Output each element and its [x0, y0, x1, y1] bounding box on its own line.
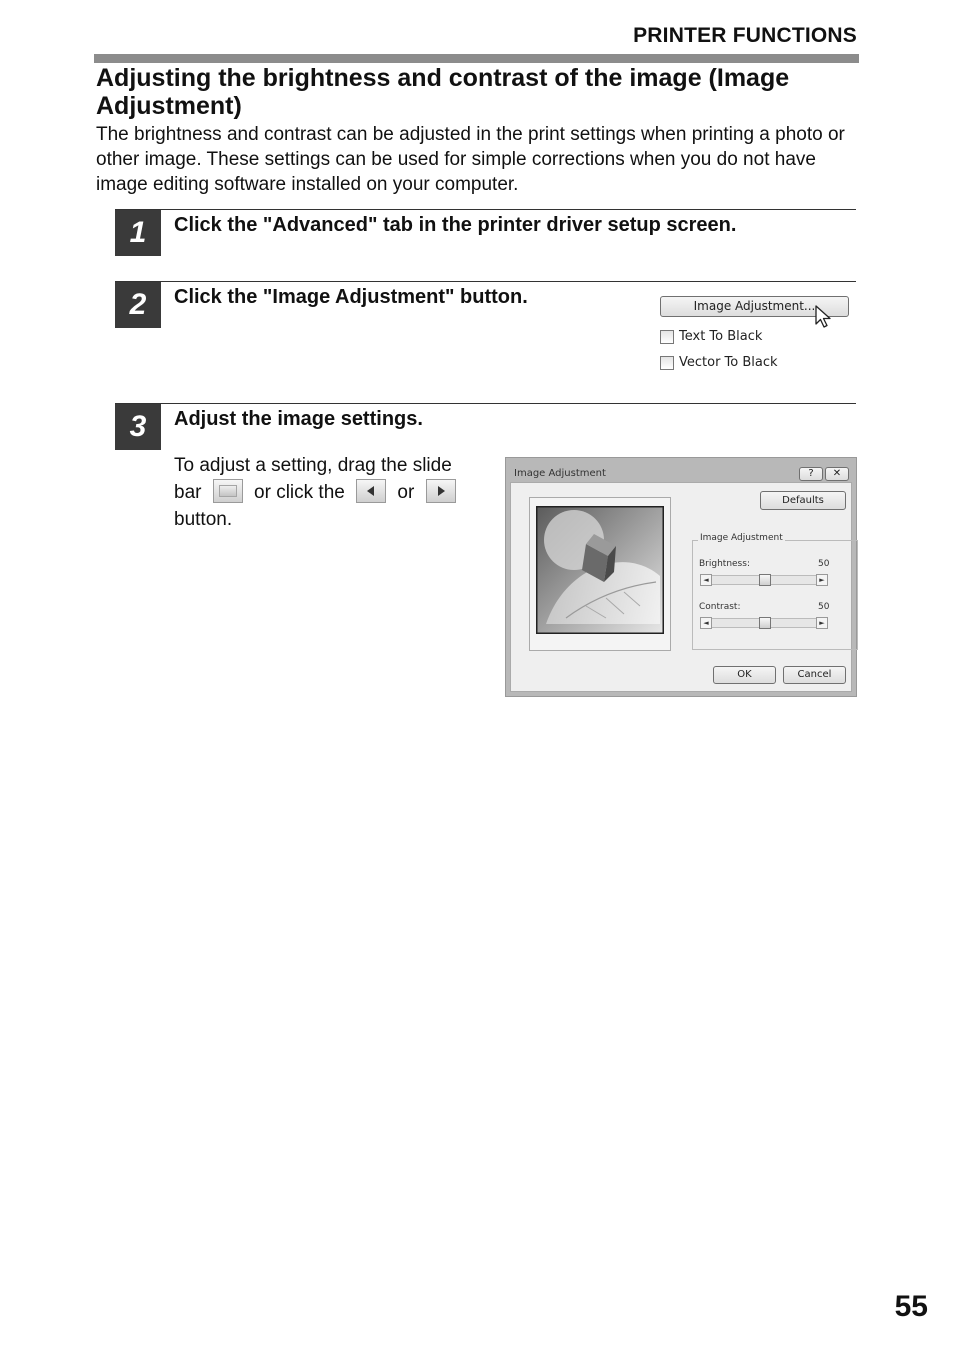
group-label: Image Adjustment — [700, 533, 783, 543]
contrast-slider-thumb[interactable] — [759, 617, 771, 629]
right-arrow-button-icon — [426, 479, 456, 503]
header-rule — [94, 54, 859, 63]
close-button[interactable]: ✕ — [825, 467, 849, 481]
instruction-part-2: or click the — [254, 482, 345, 503]
instruction-part-4: button. — [174, 509, 233, 530]
brightness-label: Brightness: — [699, 559, 750, 569]
step-3-rule — [115, 403, 856, 404]
contrast-label: Contrast: — [699, 602, 741, 612]
slide-bar-thumb-icon — [213, 479, 243, 503]
image-adjustment-group — [692, 533, 858, 650]
help-button[interactable]: ? — [799, 467, 823, 481]
step-1-text: Click the "Advanced" tab in the printer driver setup screen. — [174, 214, 737, 236]
image-adjustment-button[interactable]: Image Adjustment... — [660, 296, 849, 317]
dialog-body — [510, 482, 852, 692]
step-3-text: Adjust the image settings. — [174, 408, 423, 430]
contrast-value: 50 — [818, 602, 830, 612]
defaults-button[interactable]: Defaults — [760, 491, 846, 510]
section-header: PRINTER FUNCTIONS — [633, 24, 857, 47]
image-adjustment-dialog — [505, 457, 857, 697]
left-arrow-button-icon — [356, 479, 386, 503]
brightness-left-arrow[interactable]: ◄ — [700, 574, 712, 586]
vector-to-black-checkbox[interactable] — [660, 356, 674, 370]
step-2-number: 2 — [115, 282, 161, 328]
contrast-left-arrow[interactable]: ◄ — [700, 617, 712, 629]
text-to-black-checkbox[interactable] — [660, 330, 674, 344]
preview-image — [536, 506, 664, 634]
step-2-rule — [115, 281, 856, 282]
cancel-button[interactable]: Cancel — [783, 666, 846, 684]
instruction-part-1: To adjust a setting, drag the slide bar — [174, 455, 452, 503]
ok-button[interactable]: OK — [713, 666, 776, 684]
preview-panel — [529, 497, 671, 651]
step-1-number: 1 — [115, 210, 161, 256]
contrast-right-arrow[interactable]: ► — [816, 617, 828, 629]
brightness-value: 50 — [818, 559, 830, 569]
dialog-title: Image Adjustment — [514, 468, 606, 479]
page-number: 55 — [894, 1290, 928, 1323]
text-to-black-label: Text To Black — [679, 329, 763, 344]
mouse-cursor-icon — [814, 304, 834, 330]
intro-paragraph: The brightness and contrast can be adjusted in the print settings when printing a photo or other image. These settings can be used for simple corrections when you do not have image editing software installed on your computer. — [96, 124, 845, 195]
step-2-text: Click the "Image Adjustment" button. — [174, 286, 528, 308]
instruction-part-3: or — [397, 482, 415, 503]
brightness-right-arrow[interactable]: ► — [816, 574, 828, 586]
step-3-instructions — [174, 452, 484, 533]
brightness-slider-thumb[interactable] — [759, 574, 771, 586]
driver-panel-screenshot — [656, 290, 856, 380]
step-1-rule — [115, 209, 856, 210]
step-3-number: 3 — [115, 404, 161, 450]
vector-to-black-label: Vector To Black — [679, 355, 778, 370]
page-title: Adjusting the brightness and contrast of the image (Image Adjustment) — [96, 64, 790, 120]
